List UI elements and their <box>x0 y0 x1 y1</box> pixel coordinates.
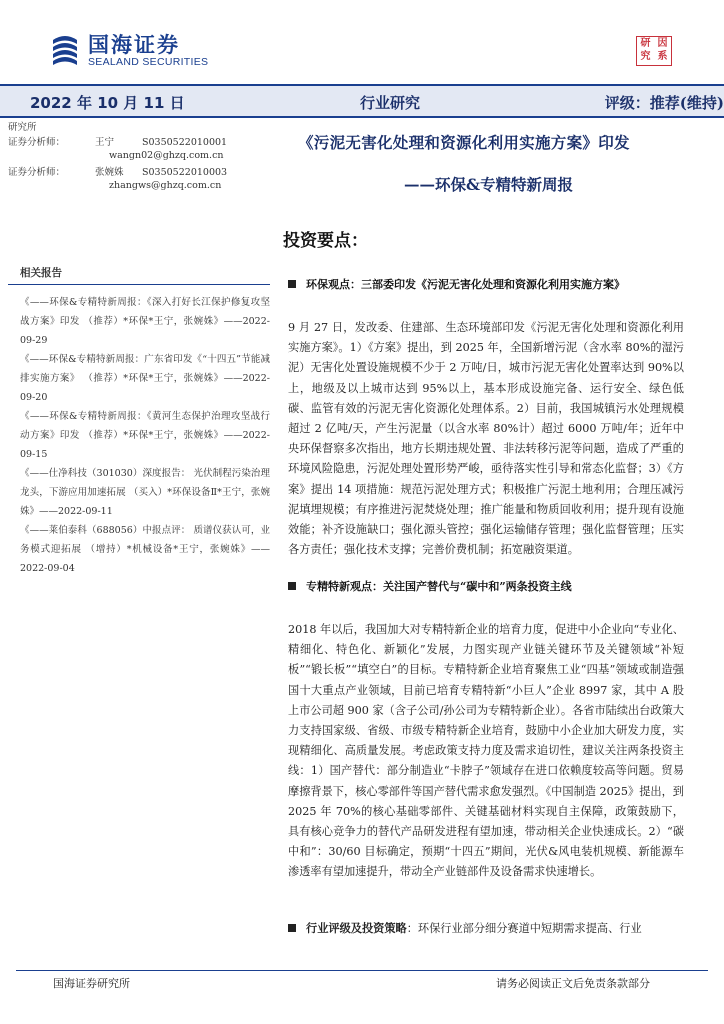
report-category: 行业研究 <box>360 94 421 112</box>
report-title: 《污泥无害化处理和资源化利用实施方案》印发 <box>298 133 630 152</box>
related-report-item[interactable]: 《——环保&专精特新周报：《深入打好长江保护修复攻坚战方案》印发 （推荐）*环保*王宁，张婉姝》——2022-09-29 <box>20 297 270 346</box>
industry-rating: 评级：推荐(维持) <box>604 94 724 112</box>
square-bullet-icon <box>288 924 296 932</box>
section-body: 行业评级及投资策略：环保行业部分细分赛道中短期需求提高、行业 <box>288 918 684 939</box>
report-header-bar <box>0 84 724 118</box>
analyst-name: 张婉姝 <box>95 167 124 178</box>
research-seal-stamp: 研 因 究 系 <box>636 36 672 66</box>
related-report-item[interactable]: 《——莱伯泰科（688056）中报点评： 质谱仪获认可，业务模式迎拓展 （增持）*机械设备*王宁，张婉姝》——2022-09-04 <box>20 525 270 574</box>
square-bullet-icon <box>288 280 296 288</box>
section-body: 9 月 27 日，发改委、住建部、生态环境部印发《污泥无害化处理和资源化利用实施方案》。1）《方案》提出，到 2025 年，全国新增污泥（含水率 80%的湿污泥）无害化处置设施规模不少于 2 万吨/日，城市污泥无害化处置率达到 90%以上，地级及以上城市达到 95%以上，基本形成设施完备、运行安全、绿色低碳、监管有效的污泥无害化资源化处理体系。2）目前，我国城镇污水处理规模超过 2 亿吨/天，产生污泥量（以含水率 80%计）超过 6000 万吨/年；近年中央环保督察多次指出，地方长期违规处置、非法转移污泥等问题，造成了严重的环境风险隐患，污泥处理处置形势严峻，亟待落实性引导和常态化监督；3）《方案》提出 14 项措施：规范污泥处理方式；积极推广污泥土地利用；合理压减污泥填埋规模；有序推进污泥焚烧处理；推广能量和物质回收利用；提升现有设施效能；补齐设施缺口；强化源头管控；强化运输储存管理；强化监督管理；压实各方责任；强化技术支撑；完善价费机制；拓宽融资渠道。 <box>288 321 684 557</box>
company-logo <box>50 34 208 68</box>
related-report-item[interactable]: 《——环保&专精特新周报：《黄河生态保护治理攻坚战行动方案》印发 （推荐）*环保*王宁，张婉姝》——2022-09-15 <box>20 411 270 460</box>
square-bullet-icon <box>288 582 296 590</box>
analyst-email[interactable]: wangn02@ghzq.com.cn <box>109 150 224 161</box>
analyst-row: 证券分析师： 王宁 S0350522010001 <box>8 137 228 148</box>
analyst-email[interactable]: zhangws@ghzq.com.cn <box>109 180 222 191</box>
related-report-item[interactable]: 《——环保&专精特新周报：广东省印发《“十四五”节能减排实施方案》 （推荐）*环保*王宁，张婉姝》——2022-09-20 <box>20 354 270 403</box>
related-reports-list <box>8 293 270 578</box>
section-body: 2018 年以后，我国加大对专精特新企业的培育力度，促进中小企业向“专业化、精细化、特色化、新颖化”发展，力图实现产业链关键环节及关键领域“补短板”“锻长板”“填空白”的目标。专精特新企业培育聚焦工业“四基”领域或制造强国十大重点产业领域，目前已培育专精特新“小巨人”企业 8997 家，其中 A 股上市公司超 900 家（含子公司/孙公司为专精特新企业）。各省市陆续出台政策大力支持国家级、省级、市级专精特新企业培育，鼓励中小企业加大研发力度，实现精细化、高质量发展。考虑政策支持力度及需求追切性，建议关注两条投资主线：1）国产替代：部分制造业“卡脖子”领域存在进口依赖度较高等问题。贸易摩擦背景下，核心零部件等国产替代需求愈发强烈。《中国制造 2025》提出，到 2025 年 70%的核心基础零部件、关键基础材料实现自主保障，政策鼓励下，具有核心竞争力的替代产品研发进程有望加速，带动相关企业快速成长。2）“碳中和”：30/60 目标确定，预期“十四五”期间，光伏&风电装机规模、新能源车渗透率有望加速提升，带动全产业链部件及设备需求快速增长。 <box>288 623 684 879</box>
institute-label: 研究所 <box>8 122 37 133</box>
section-title: 行业评级及投资策略 <box>306 921 407 935</box>
section-title: 环保观点：三部委印发《污泥无害化处理和资源化利用实施方案》 <box>288 276 684 292</box>
section-title: 专精特新观点：关注国产替代与“碳中和”两条投资主线 <box>288 578 684 594</box>
analyst-cert: S0350522010003 <box>142 167 228 178</box>
analyst-name: 王宁 <box>95 137 115 148</box>
report-subtitle: ——环保&专精特新周报 <box>404 175 573 194</box>
footer-institute: 国海证券研究所 <box>53 977 130 990</box>
footer-divider <box>16 970 708 971</box>
analyst-cert: S0350522010001 <box>142 137 228 148</box>
analyst-row: 证券分析师： 张婉姝 S0350522010003 <box>8 167 228 178</box>
section-env-view <box>288 276 684 560</box>
footer-disclaimer: 请务必阅读正文后免责条款部分 <box>496 977 650 990</box>
section-zjtx-view <box>288 578 684 883</box>
related-report-item[interactable]: 《——仕净科技（301030）深度报告： 光伏制程污染治理龙头，下游应用加速拓展 （买入）*环保设备Ⅱ*王宁，张婉姝》——2022-09-11 <box>20 468 270 517</box>
key-points-heading: 投资要点： <box>283 231 368 251</box>
related-reports-heading: 相关报告 <box>8 265 270 285</box>
report-date: 2022 年 10 月 11 日 <box>30 94 185 112</box>
section-rating-strategy <box>288 918 684 939</box>
logo-en-text: SEALAND SECURITIES <box>88 56 209 68</box>
sealand-logo-icon <box>50 34 80 68</box>
logo-cn-text: 国海证券 <box>88 33 180 57</box>
sidebar <box>8 122 270 578</box>
